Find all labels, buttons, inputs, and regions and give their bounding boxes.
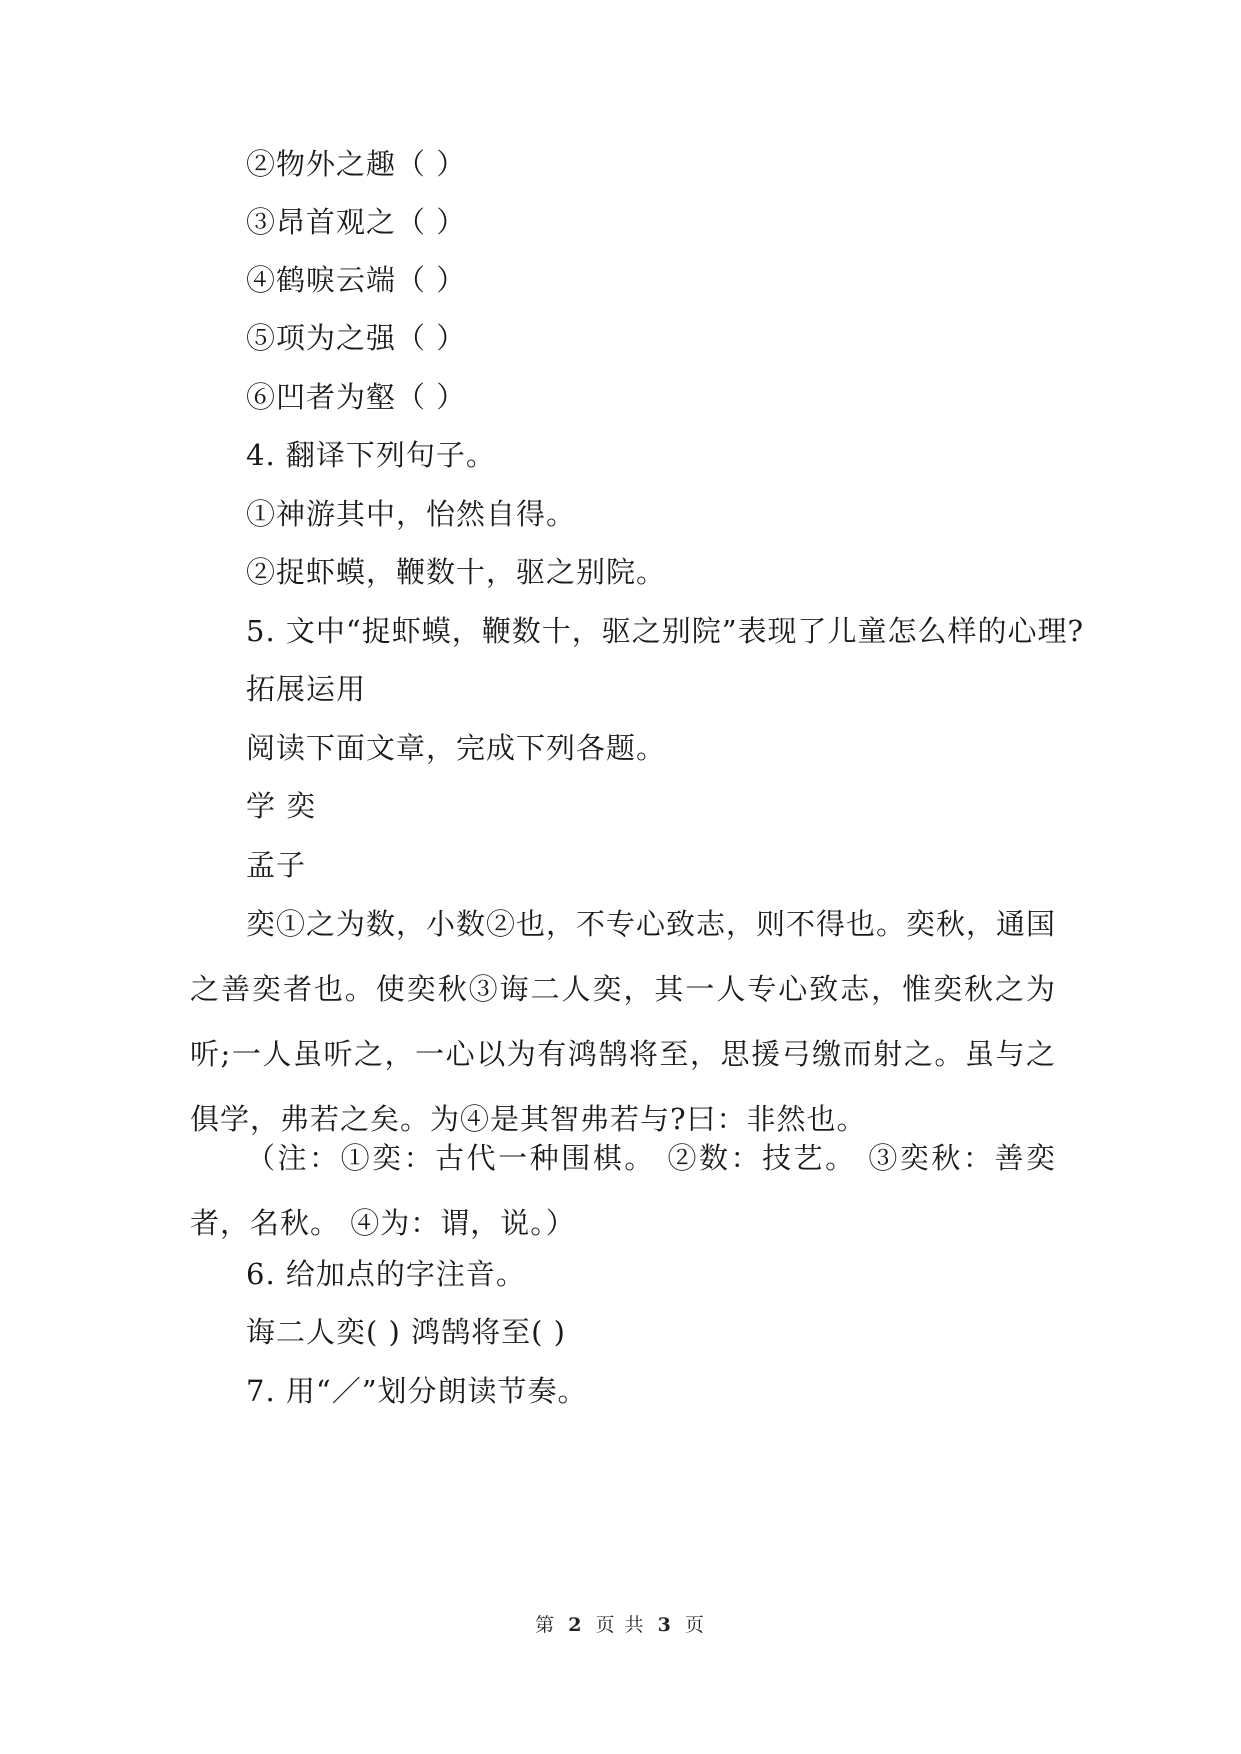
question-6-heading: 6. 给加点的字注音。 xyxy=(246,1257,526,1291)
reading-instruction: 阅读下面文章，完成下列各题。 xyxy=(246,731,667,765)
question-6-blanks: 诲二人奕( ) 鸿鹄将至( ) xyxy=(246,1315,566,1349)
footer-mid: 页 共 xyxy=(595,1614,646,1636)
question-7-heading: 7. 用“／”划分朗读节奏。 xyxy=(246,1374,588,1408)
footer-page-number: 2 xyxy=(568,1614,584,1636)
question-5: 5. 文中“捉虾蟆，鞭数十，驱之别院”表现了儿童怎么样的心理? xyxy=(246,614,1085,648)
translate-sentence-1: ①神游其中，怡然自得。 xyxy=(246,497,577,531)
footer-total-pages: 3 xyxy=(657,1614,673,1636)
page-footer xyxy=(0,1610,1241,1637)
passage-title: 学 奕 xyxy=(246,789,317,823)
question-item-2: ②物外之趣（ ） xyxy=(246,147,467,181)
question-4-heading: 4. 翻译下列句子。 xyxy=(246,438,496,472)
passage-author: 孟子 xyxy=(246,848,307,882)
translate-sentence-2: ②捉虾蟆，鞭数十，驱之别院。 xyxy=(246,555,667,589)
question-item-5: ⑤项为之强（ ） xyxy=(246,321,467,355)
passage-notes: （注：①奕：古代一种围棋。 ②数：技艺。 ③奕秋：善奕者，名秋。 ④为：谓，说。） xyxy=(190,1141,1056,1240)
section-heading-extension: 拓展运用 xyxy=(246,672,367,706)
passage-body: 奕①之为数，小数②也，不专心致志，则不得也。奕秋，通国之善奕者也。使奕秋③诲二人奕，其一人专心致志，惟奕秋之为听;一人虽听之，一心以为有鸿鹄将至，思援弓缴而射之。虽与之俱学，弗若之矣。为④是其智弗若与?曰：非然也。 xyxy=(190,907,1057,1136)
question-item-6: ⑥凹者为壑（ ） xyxy=(246,380,467,414)
footer-prefix: 第 xyxy=(535,1614,557,1636)
footer-suffix: 页 xyxy=(684,1614,706,1636)
question-item-3: ③昂首观之（ ） xyxy=(246,205,467,239)
question-item-4: ④鹤唳云端（ ） xyxy=(246,263,467,297)
